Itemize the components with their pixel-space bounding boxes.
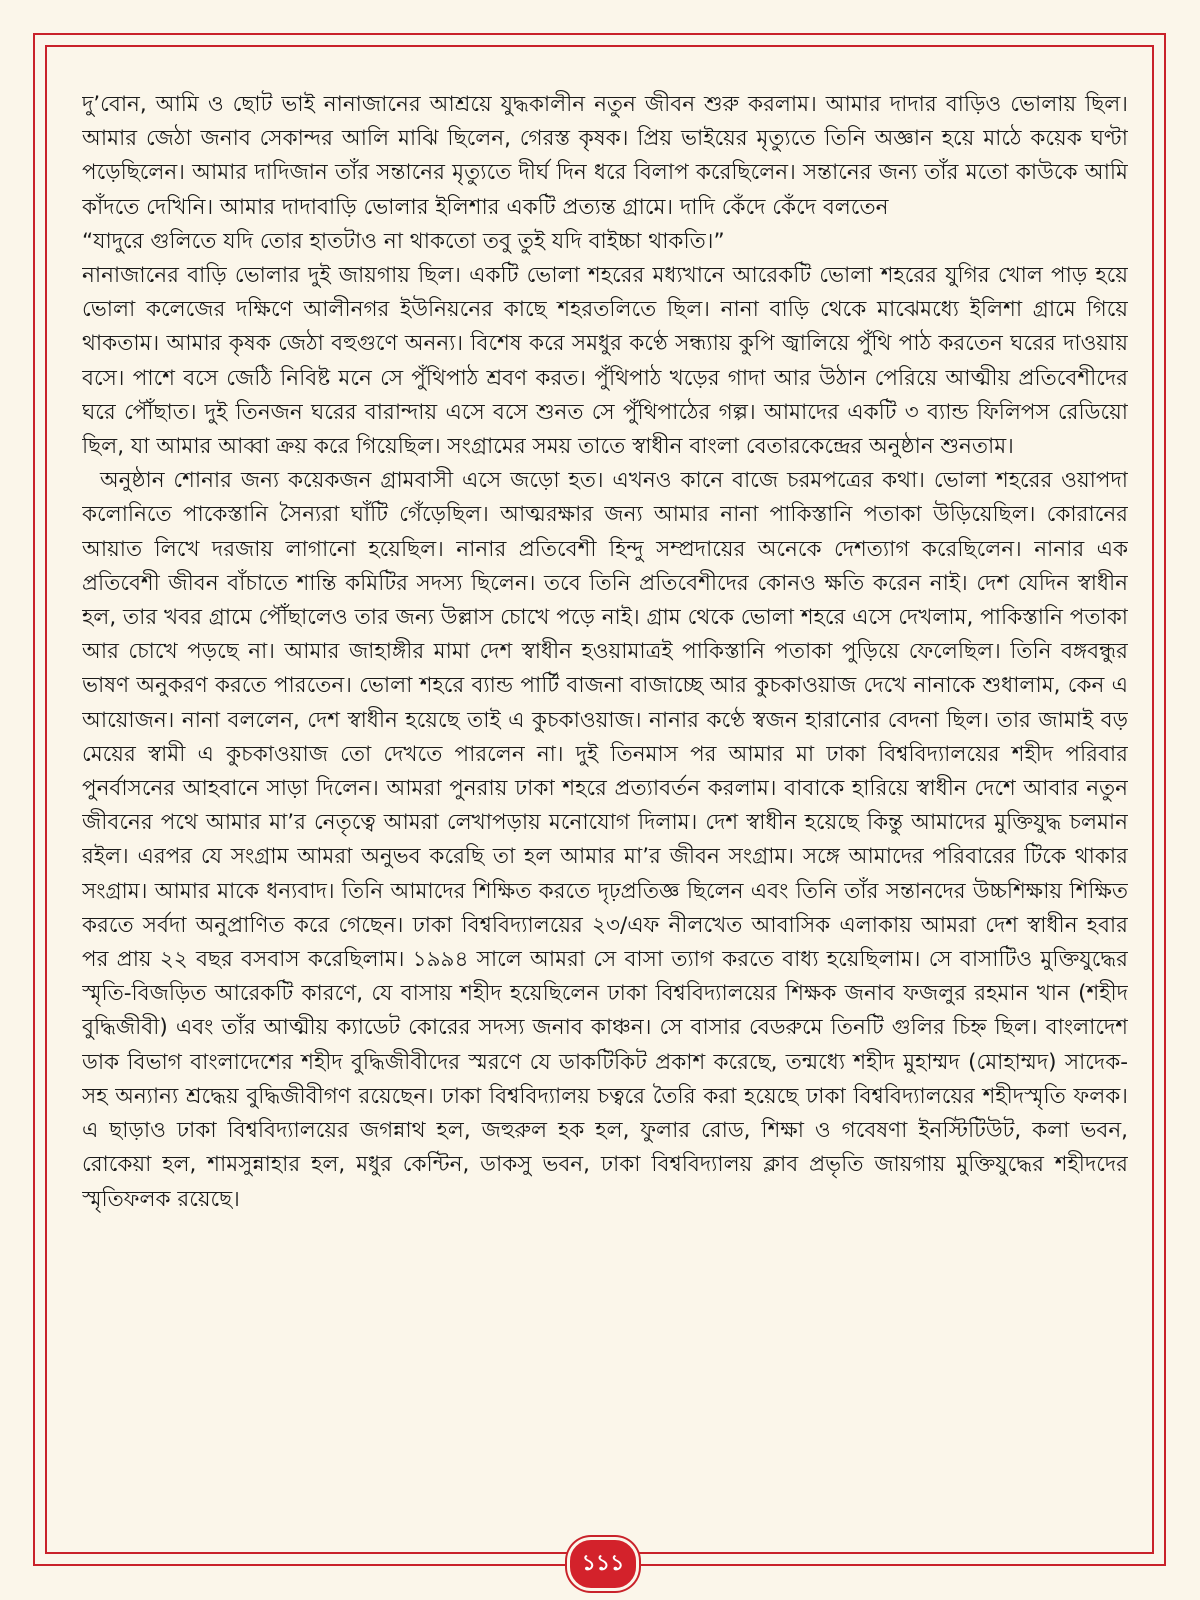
paragraph-3: অনুষ্ঠান শোনার জন্য কয়েকজন গ্রামবাসী এসে জড়ো হত। এখনও কানে বাজে চরমপত্রের কথা। ভোলা শহরের ওয়াপদা কলোনিতে পাকেস্তানি সৈন্যরা ঘাঁটি গেঁড়েছিল। আত্মরক্ষার জন্য আমার নানা পাকিস্তানি পতাকা উড়িয়েছিল। কোরানের আয়াত লিখে দরজায় লাগানো হয়েছিল। নানার প্রতিবেশী হিন্দু সম্প্রদায়ের অনেকে দেশত্যাগ করেছিলেন। নানার এক প্রতিবেশী জীবন বাঁচাতে শান্তি কমিটির সদস্য ছিলেন। তবে তিনি প্রতিবেশীদের কোনও ক্ষতি করেন নাই। দেশ যেদিন স্বাধীন হল, তার খবর গ্রামে পৌঁছালেও তার জন্য উল্লাস চোখে পড়ে নাই। গ্রাম থেকে ভোলা শহরে এসে দেখলাম, পাকিস্তানি পতাকা আর চোখে পড়ছে না। আমার জাহাঙ্গীর মামা দেশ স্বাধীন হওয়ামাত্রই পাকিস্তানি পতাকা পুড়িয়ে ফেলেছিল। তিনি বঙ্গবন্ধুর ভাষণ অনুকরণ করতে পারতেন। ভোলা শহরে ব্যান্ড পার্টি বাজনা বাজাচ্ছে আর কুচকাওয়াজ দেখে নানাকে শুধালাম, কেন এ আয়োজন। নানা বললেন, দেশ স্বাধীন হয়েছে তাই এ কুচকাওয়াজ। নানার কণ্ঠে স্বজন হারানোর বেদনা ছিল। তার জামাই বড় মেয়ের স্বামী এ কুচকাওয়াজ তো দেখতে পারলেন না। দুই তিনমাস পর আমার মা ঢাকা বিশ্ববিদ্যালয়ের শহীদ পরিবার পুনর্বাসনের আহবানে সাড়া দিলেন। আমরা পুনরায় ঢাকা শহরে প্রত্যাবর্তন করলাম। বাবাকে হারিয়ে স্বাধীন দেশে আবার নতুন জীবনের পথে আমার মা’র নেতৃত্বে আমরা লেখাপড়ায় মনোযোগ দিলাম। দেশ স্বাধীন হয়েছে কিন্তু আমাদের মুক্তিযুদ্ধ চলমান রইল। এরপর যে সংগ্রাম আমরা অনুভব করেছি তা হল আমার মা’র জীবন সংগ্রাম। সঙ্গে আমাদের পরিবারের টিকে থাকার সংগ্রাম। আমার মাকে ধন্যবাদ। তিনি আমাদের শিক্ষিত করতে দৃঢ়প্রতিজ্ঞ ছিলেন এবং তিনি তাঁর সন্তানদের উচ্চশিক্ষায় শিক্ষিত করতে সর্বদা অনুপ্রাণিত করে গেছেন। ঢাকা বিশ্ববিদ্যালয়ের ২৩/এফ নীলখেত আবাসিক এলাকায় আমরা দেশ স্বাধীন হবার পর প্রায় ২২ বছর বসবাস করেছিলাম। ১৯৯৪ সালে আমরা সে বাসা ত্যাগ করতে বাধ্য হয়েছিলাম। সে বাসাটিও মুক্তিযুদ্ধের স্মৃতি-বিজড়িত আরেকটি কারণে, যে বাসায় শহীদ হয়েছিলেন ঢাকা বিশ্ববিদ্যালয়ের শিক্ষক জনাব ফজলুর রহমান খান (শহীদ বুদ্ধিজীবী) এবং তাঁর আত্মীয় ক্যাডেট কোরের সদস্য জনাব কাঞ্চন। সে বাসার বেডরুমে তিনটি গুলির চিহ্ন ছিল। বাংলাদেশ ডাক বিভাগ বাংলাদেশের শহীদ বুদ্ধিজীবীদের স্মরণে যে ডাকটিকিট প্রকাশ করেছে, তন্মধ্যে শহীদ মুহাম্মদ (মোহাম্মদ) সাদেক-সহ অন্যান্য শ্রদ্ধেয় বুদ্ধিজীবীগণ রয়েছেন। ঢাকা বিশ্ববিদ্যালয় চত্বরে তৈরি করা হয়েছে ঢাকা বিশ্ববিদ্যালয়ের শহীদস্মৃতি ফলক। এ ছাড়াও ঢাকা বিশ্ববিদ্যালয়ের জগন্নাথ হল, জহুরুল হক হল, ফুলার রোড, শিক্ষা ও গবেষণা ইনস্টিটিউট, কলা ভবন, রোকেয়া হল, শামসুন্নাহার হল, মধুর কেন্টিন, ডাকসু ভবন, ঢাকা বিশ্ববিদ্যালয় ক্লাব প্রভৃতি জায়গায় মুক্তিযুদ্ধের শহীদদের স্মৃতিফলক রয়েছে। [82, 468, 1128, 1212]
paragraph-2: নানাজানের বাড়ি ভোলার দুই জায়গায় ছিল। একটি ভোলা শহরের মধ্যখানে আরেকটি ভোলা শহরের যুগির খোল পাড় হয়ে ভোলা কলেজের দক্ষিণে আলীনগর ইউনিয়নের কাছে শহরতলিতে ছিল। নানা বাড়ি থেকে মাঝেমধ্যে ইলিশা গ্রামে গিয়ে থাকতাম। আমার কৃষক জেঠা বহুগুণে অনন্য। বিশেষ করে সমধুর কণ্ঠে সন্ধ্যায় কুপি জ্বালিয়ে পুঁথি পাঠ করতেন ঘরের দাওয়ায় বসে। পাশে বসে জেঠি নিবিষ্ট মনে সে পুঁথিপাঠ শ্রবণ করত। পুঁথিপাঠ খড়ের গাদা আর উঠান পেরিয়ে আত্মীয় প্রতিবেশীদের ঘরে পৌঁছাত। দুই তিনজন ঘরের বারান্দায় এসে বসে শুনত সে পুঁথিপাঠের গল্প। আমাদের একটি ৩ ব্যান্ড ফিলিপস রেডিয়ো ছিল, যা আমার আব্বা ক্রয় করে গিয়েছিল। সংগ্রামের সময় তাতে স্বাধীন বাংলা বেতারকেন্দ্রের অনুষ্ঠান শুনতাম। [82, 263, 1128, 460]
page-body [82, 88, 1128, 1508]
paragraph-1: দু’বোন, আমি ও ছোট ভাই নানাজানের আশ্রয়ে যুদ্ধকালীন নতুন জীবন শুরু করলাম। আমার দাদার বাড়িও ভোলায় ছিল। আমার জেঠা জনাব সেকান্দর আলি মাঝি ছিলেন, গেরস্ত কৃষক। প্রিয় ভাইয়ের মৃত্যুতে তিনি অজ্ঞান হয়ে মাঠে কয়েক ঘণ্টা পড়েছিলেন। আমার দাদিজান তাঁর সন্তানের মৃত্যুতে দীর্ঘ দিন ধরে বিলাপ করেছিলেন। সন্তানের জন্য তাঁর মতো কাউকে আমি কাঁদতে দেখিনি। আমার দাদাবাড়ি ভোলার ইলিশার একটি প্রত্যন্ত গ্রামে। দাদি কেঁদে কেঁদে বলতেন [82, 92, 1128, 220]
page-number: ১১১ [567, 1537, 639, 1591]
quote-line: “যাদুরে গুলিতে যদি তোর হাতটাও না থাকতো তবু তুই যদি বাইচ্চা থাকতি।” [82, 228, 725, 254]
